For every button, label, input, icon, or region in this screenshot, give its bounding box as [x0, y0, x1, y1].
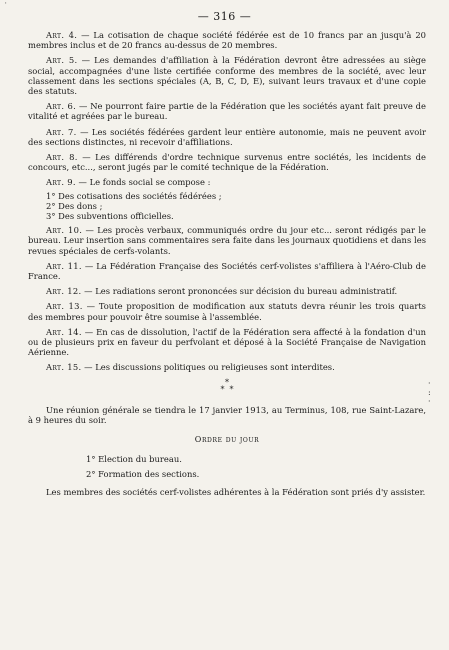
article-text: — Le fonds social se compose : [75, 177, 211, 188]
page-body [28, 30, 426, 506]
article-text: — Les sociétés fédérées gardent leur entière autonomie, mais ne peuvent avoir des sections distinctes, ni recevoir d'affiliations. [28, 126, 426, 147]
article-label: Art. 6. [46, 101, 77, 112]
agenda-list [28, 454, 426, 478]
fund-item: 3° Des subventions officielles. [46, 211, 174, 222]
article-label: Art. 7. [46, 126, 77, 137]
article-10 [28, 225, 426, 256]
fund-item: 1° Des cotisations des sociétés fédérées ; [46, 190, 222, 201]
asterism-divider: * * * [220, 377, 234, 394]
closing-paragraph: Les membres des sociétés cerf-volistes adhérentes à la Fédération sont priés d'y assister. [46, 487, 426, 498]
article-text: — Les procès verbaux, communiqués ordre du jour etc... seront rédigés par le bureau. Leur insertion sans commentaires sera faite dans les journaux quotidiens et dans les revues spéciales de cerfs-volants. [28, 225, 427, 256]
article-label: Art. 12. [46, 286, 82, 297]
agenda-item: 1° Election du bureau. [86, 454, 182, 465]
article-text: — La cotisation de chaque société fédérée est de 10 francs par an jusqu'à 20 membres inclus et de 20 francs au-dessus de 20 membres. [28, 30, 426, 51]
article-label: Art. 9. [46, 177, 76, 188]
article-text: — Les demandes d'affiliation à la Fédération devront être adressées au siège social, accompagnées d'une liste certifiée conforme des membres de la société, avec leur classement dans les sections spéciales (A, B, C, D, E), suivant leurs travaux et d'une copie des statuts. [28, 55, 426, 97]
article-label: Art. 15. [46, 362, 82, 373]
article-13 [28, 301, 426, 321]
fund-list [28, 191, 426, 222]
article-text: — Ne pourront faire partie de la Fédération que les sociétés ayant fait preuve de vitalité et agréées par le bureau. [28, 101, 426, 122]
article-label: Art. 4. [46, 30, 78, 40]
agenda-item: 2° Formation des sections. [86, 468, 200, 479]
article-9 [28, 177, 426, 187]
article-11 [28, 261, 426, 281]
article-text: — Les différends d'ordre technique survenus entre sociétés, les incidents de concours, etc..., seront jugés par le comité technique de la Fédération. [28, 152, 426, 173]
margin-ink-mark: · : · [428, 379, 431, 406]
article-8 [28, 152, 426, 172]
article-12 [28, 286, 426, 296]
article-text: — Toute proposition de modification aux statuts devra réunir les trois quarts des membres pour pouvoir être soumise à l'assemblée. [28, 301, 426, 322]
article-label: Art. 11. [46, 260, 82, 271]
article-label: Art. 13. [46, 301, 83, 312]
article-5 [28, 55, 426, 96]
article-text: — En cas de dissolution, l'actif de la Fédération sera affecté à la fondation d'un ou de plusieurs prix en faveur du perfvolant et déposé à la Société Française de Navigation Aérienne. [28, 326, 426, 358]
article-label: Art. 10. [46, 225, 83, 236]
article-6 [28, 101, 426, 121]
agenda-heading: Ordre du jour [194, 435, 260, 445]
article-label: Art. 5. [46, 55, 78, 66]
article-4 [28, 30, 426, 50]
meeting-notice: Une réunion générale se tiendra le 17 janvier 1913, au Terminus, 108, rue Saint-Lazare, à 9 heures du soir. [28, 404, 426, 425]
article-text: — Les discussions politiques ou religieuses sont interdites. [81, 362, 335, 373]
article-text: — Les radiations seront prononcées sur décision du bureau administratif. [81, 286, 398, 297]
article-14 [28, 327, 426, 358]
article-text: — La Fédération Française des Sociétés cerf-volistes s'affiliera à l'Aéro-Club de France. [28, 260, 426, 282]
article-label: Art. 14. [46, 326, 82, 337]
article-7 [28, 127, 426, 147]
article-15 [28, 362, 426, 372]
page-number: — 316 — [197, 10, 252, 23]
fund-item: 2° Des dons ; [46, 200, 103, 211]
scan-mark: ' [5, 2, 7, 9]
article-label: Art. 8. [46, 152, 78, 163]
